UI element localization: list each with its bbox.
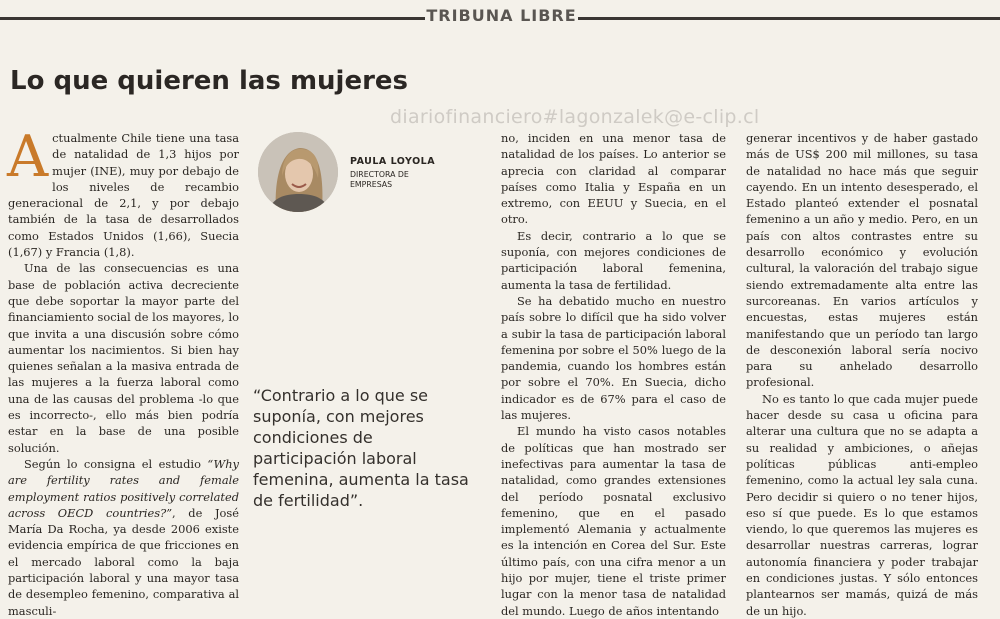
paragraph xyxy=(7,124,239,260)
paragraph: generar incentivos y de haber gastado más de US$ 200 mil millones, su tasa de natalidad no hace más que seguir cayendo. En un intento desesperado, el Estado planteó extender el posnatal femenino a un año y medio. Pero, en un país con altos contrastes entre su desarrollo económico y evolución cultural, la valoración del trabajo sigue siendo extremadamente alta entre las surcoreanas. En varios artículos y encuestas, estas mujeres están manifestando que un período tan largo de desconexión laboral sería nocivo para su anhelado desarrollo profesional. xyxy=(746,131,978,390)
top-rule-right xyxy=(578,17,1000,20)
top-rule-left xyxy=(0,17,425,20)
paragraph: Es decir, contrario a lo que se suponía, con mejores condiciones de participación laboral femenina, aumenta la tasa de fertilidad. xyxy=(501,228,726,292)
study-title: “Why are fertility rates and female employment ratios positively correlated across OECD countries?” xyxy=(8,456,239,520)
paragraph-text: ctualmente Chile tiene una tasa de natalidad de 1,3 hijos por mujer (INE), muy por debajo de los niveles de recambio generacional de 2,1, y por debajo también de la tasa de desarrollados como Estados Unidos (1,66), Suecia (1,67) y Francia (1,8). xyxy=(8,131,239,260)
paragraph-text: , de José María Da Rocha, ya desde 2006 existe evidencia empírica de que fricciones en el mercado laboral como la baja participación laboral y una mayor tasa de desempleo femenino, comparativa al masculi- xyxy=(8,505,239,618)
paragraph xyxy=(8,456,239,619)
section-label: TRIBUNA LIBRE xyxy=(426,6,577,25)
author-portrait-icon xyxy=(258,132,338,212)
paragraph: Una de las consecuencias es una base de población activa decreciente que debe soportar la mayor parte del financiamiento social de los mayores, lo que invita a una discusión sobre cómo aumentar los nacimientos. Si bien hay quienes señalan a la masiva entrada de las mujeres a la fuerza laboral como una de las causas del problema -lo que es incorrecto-, ello más bien podría estar en la base de una posible solución. xyxy=(8,261,239,455)
article-column-1 xyxy=(7,124,239,619)
paragraph: No es tanto lo que cada mujer puede hacer desde su casa u oficina para alterar una cultura que no se adapta a su realidad y ambiciones, o añejas políticas públicas anti-empleo femenino, como la actual ley sala cuna. Pero decidir si quiero o no tener hijos, eso sí que puede. Es lo que estamos viendo, lo que queremos las mujeres es desarrollar nuestras carreras, lograr autonomía financiera y poder trabajar en condiciones justas. Y sólo entonces plantearnos ser mamás, quizá de más de un hijo. xyxy=(746,391,978,618)
paragraph: no, inciden en una menor tasa de natalidad de los países. Lo anterior se aprecia con claridad al comparar países como Italia y España en un extremo, con EEUU y Suecia, en el otro. xyxy=(501,131,726,227)
author-photo xyxy=(258,132,338,212)
watermark-text: diariofinanciero#lagonzalek@e-clip.cl xyxy=(390,106,760,128)
paragraph-text: Según lo consigna el estudio xyxy=(24,456,208,471)
pull-quote: “Contrario a lo que se suponía, con mejores condiciones de participación laboral femenina, aumenta la tasa de fertilidad”. xyxy=(253,386,469,510)
drop-cap: A xyxy=(7,124,49,190)
article-headline: Lo que quieren las mujeres xyxy=(10,66,409,96)
paragraph: Se ha debatido mucho en nuestro país sobre lo difícil que ha sido volver a subir la tasa de participación laboral femenina por sobre el 50% luego de la pandemia, cuando los hombres están por sobre el 70%. En Suecia, dicho indicador es de 67% para el caso de las mujeres. xyxy=(501,293,726,423)
author-role: DIRECTORA DE EMPRESAS xyxy=(350,170,409,189)
article-column-4 xyxy=(746,130,978,619)
paragraph: El mundo ha visto casos notables de políticas que han mostrado ser inefectivas para aumentar la tasa de natalidad, como grandes extensiones del período posnatal exclusivo femenino, que en el pasado implementó Alemania y actualmente es la intención en Corea del Sur. Este último país, con una cifra menor a un hijo por mujer, tiene el triste primer lugar con la menor tasa de natalidad del mundo. Luego de años intentando xyxy=(501,424,726,618)
author-name: PAULA LOYOLA xyxy=(350,156,436,167)
article-column-3 xyxy=(501,130,726,619)
